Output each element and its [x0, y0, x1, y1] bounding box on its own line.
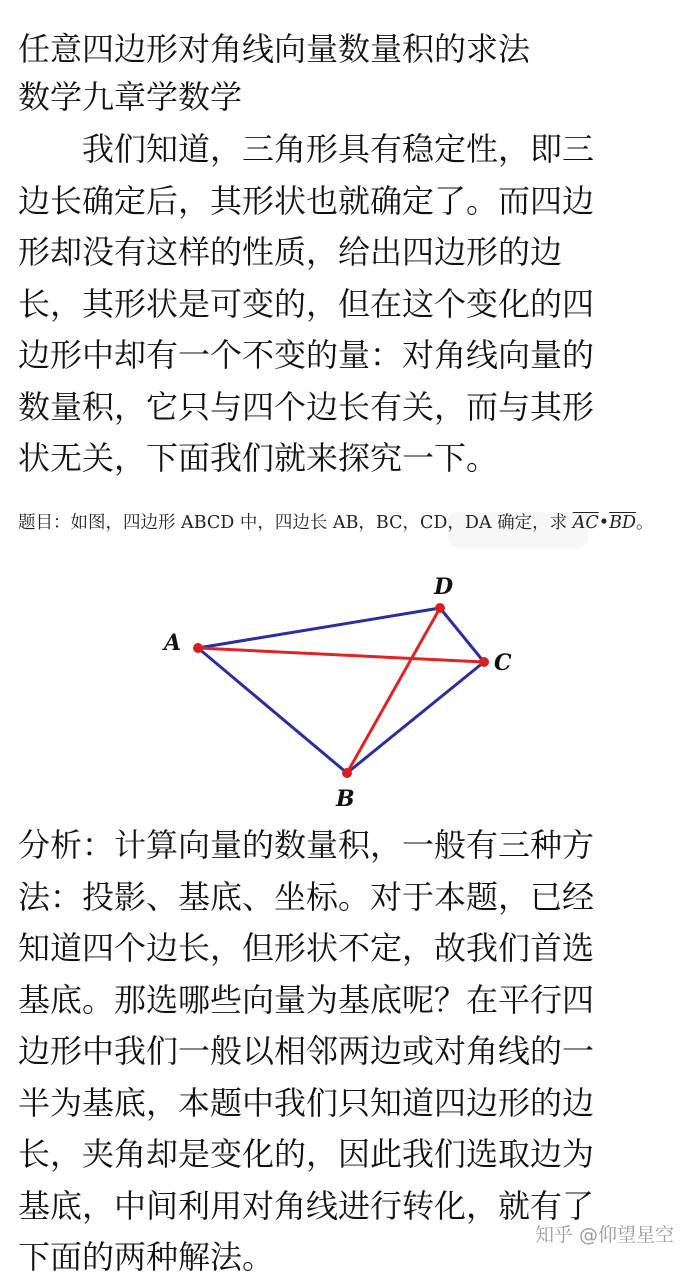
article-subtitle: 数学九章学数学: [18, 78, 243, 116]
problem-text: 题目：如图，四边形 ABCD 中，四边长 AB，BC，CD，DA 确定，求: [18, 513, 573, 533]
quadrilateral-figure: [150, 570, 530, 820]
analysis-line: 边形中我们一般以相邻两边或对角线的一: [18, 1032, 595, 1070]
problem-statement: [18, 506, 653, 540]
vertex-point-b: [342, 768, 352, 778]
diagonal-ac: [198, 648, 484, 662]
analysis-line: 基底。那选哪些向量为基底呢？在平行四: [18, 980, 595, 1019]
intro-line: 数量积，它只与四个边长有关，而与其形: [18, 387, 595, 426]
intro-line: 边形中却有一个不变的量：对角线向量的: [18, 336, 595, 374]
vertex-label-d: D: [434, 574, 454, 600]
vertex-point-a: [193, 643, 203, 653]
side-ad: [198, 608, 440, 648]
side-dc: [440, 608, 484, 662]
vertex-label-b: B: [336, 786, 355, 812]
intro-paragraph: [18, 124, 670, 485]
intro-line: 形却没有这样的性质，给出四边形的边: [18, 233, 563, 271]
article-title: 任意四边形对角线向量数量积的求法: [18, 30, 531, 68]
dot-operator: •: [598, 513, 610, 533]
vertex-point-c: [479, 657, 489, 667]
analysis-line: 半为基底，本题中我们只知道四边形的边: [18, 1083, 595, 1122]
intro-line: 边长确定后，其形状也就确定了。而四边: [18, 181, 595, 220]
diagonal-bd: [347, 608, 440, 773]
problem-end-punctuation: 。: [635, 513, 654, 533]
intro-line: 长，其形状是可变的，但在这个变化的四: [18, 284, 595, 323]
intro-line: 状无关，下面我们就来探究一下。: [18, 439, 499, 477]
analysis-line: 下面的两种解法。: [18, 1238, 275, 1276]
analysis-paragraph: [18, 820, 670, 1284]
intro-line: 我们知道，三角形具有稳定性，即三: [18, 130, 595, 168]
quadrilateral-diagonals: [198, 608, 484, 773]
side-cb: [347, 662, 484, 773]
vector-bd: $\overline{BD}$: [609, 513, 636, 533]
quadrilateral-vertices: [193, 603, 489, 778]
zhihu-watermark: 知乎 @仰望星空: [534, 1224, 674, 1246]
vertex-label-a: A: [164, 630, 182, 656]
vertex-label-c: C: [494, 650, 512, 676]
quadrilateral-sides: [198, 608, 484, 773]
analysis-line: 基底，中间利用对角线进行转化，就有了: [18, 1186, 595, 1225]
vector-ac: $\overline{AC}$: [572, 513, 599, 533]
analysis-line: 分析：计算向量的数量积，一般有三种方: [18, 826, 595, 864]
analysis-line: 知道四个边长，但形状不定，故我们首选: [18, 929, 595, 967]
analysis-line: 长，夹角却是变化的，因此我们选取边为: [18, 1135, 595, 1173]
side-ba: [198, 648, 347, 773]
analysis-line: 法：投影、基底、坐标。对于本题，已经: [18, 877, 595, 916]
vertex-point-d: [435, 603, 445, 613]
